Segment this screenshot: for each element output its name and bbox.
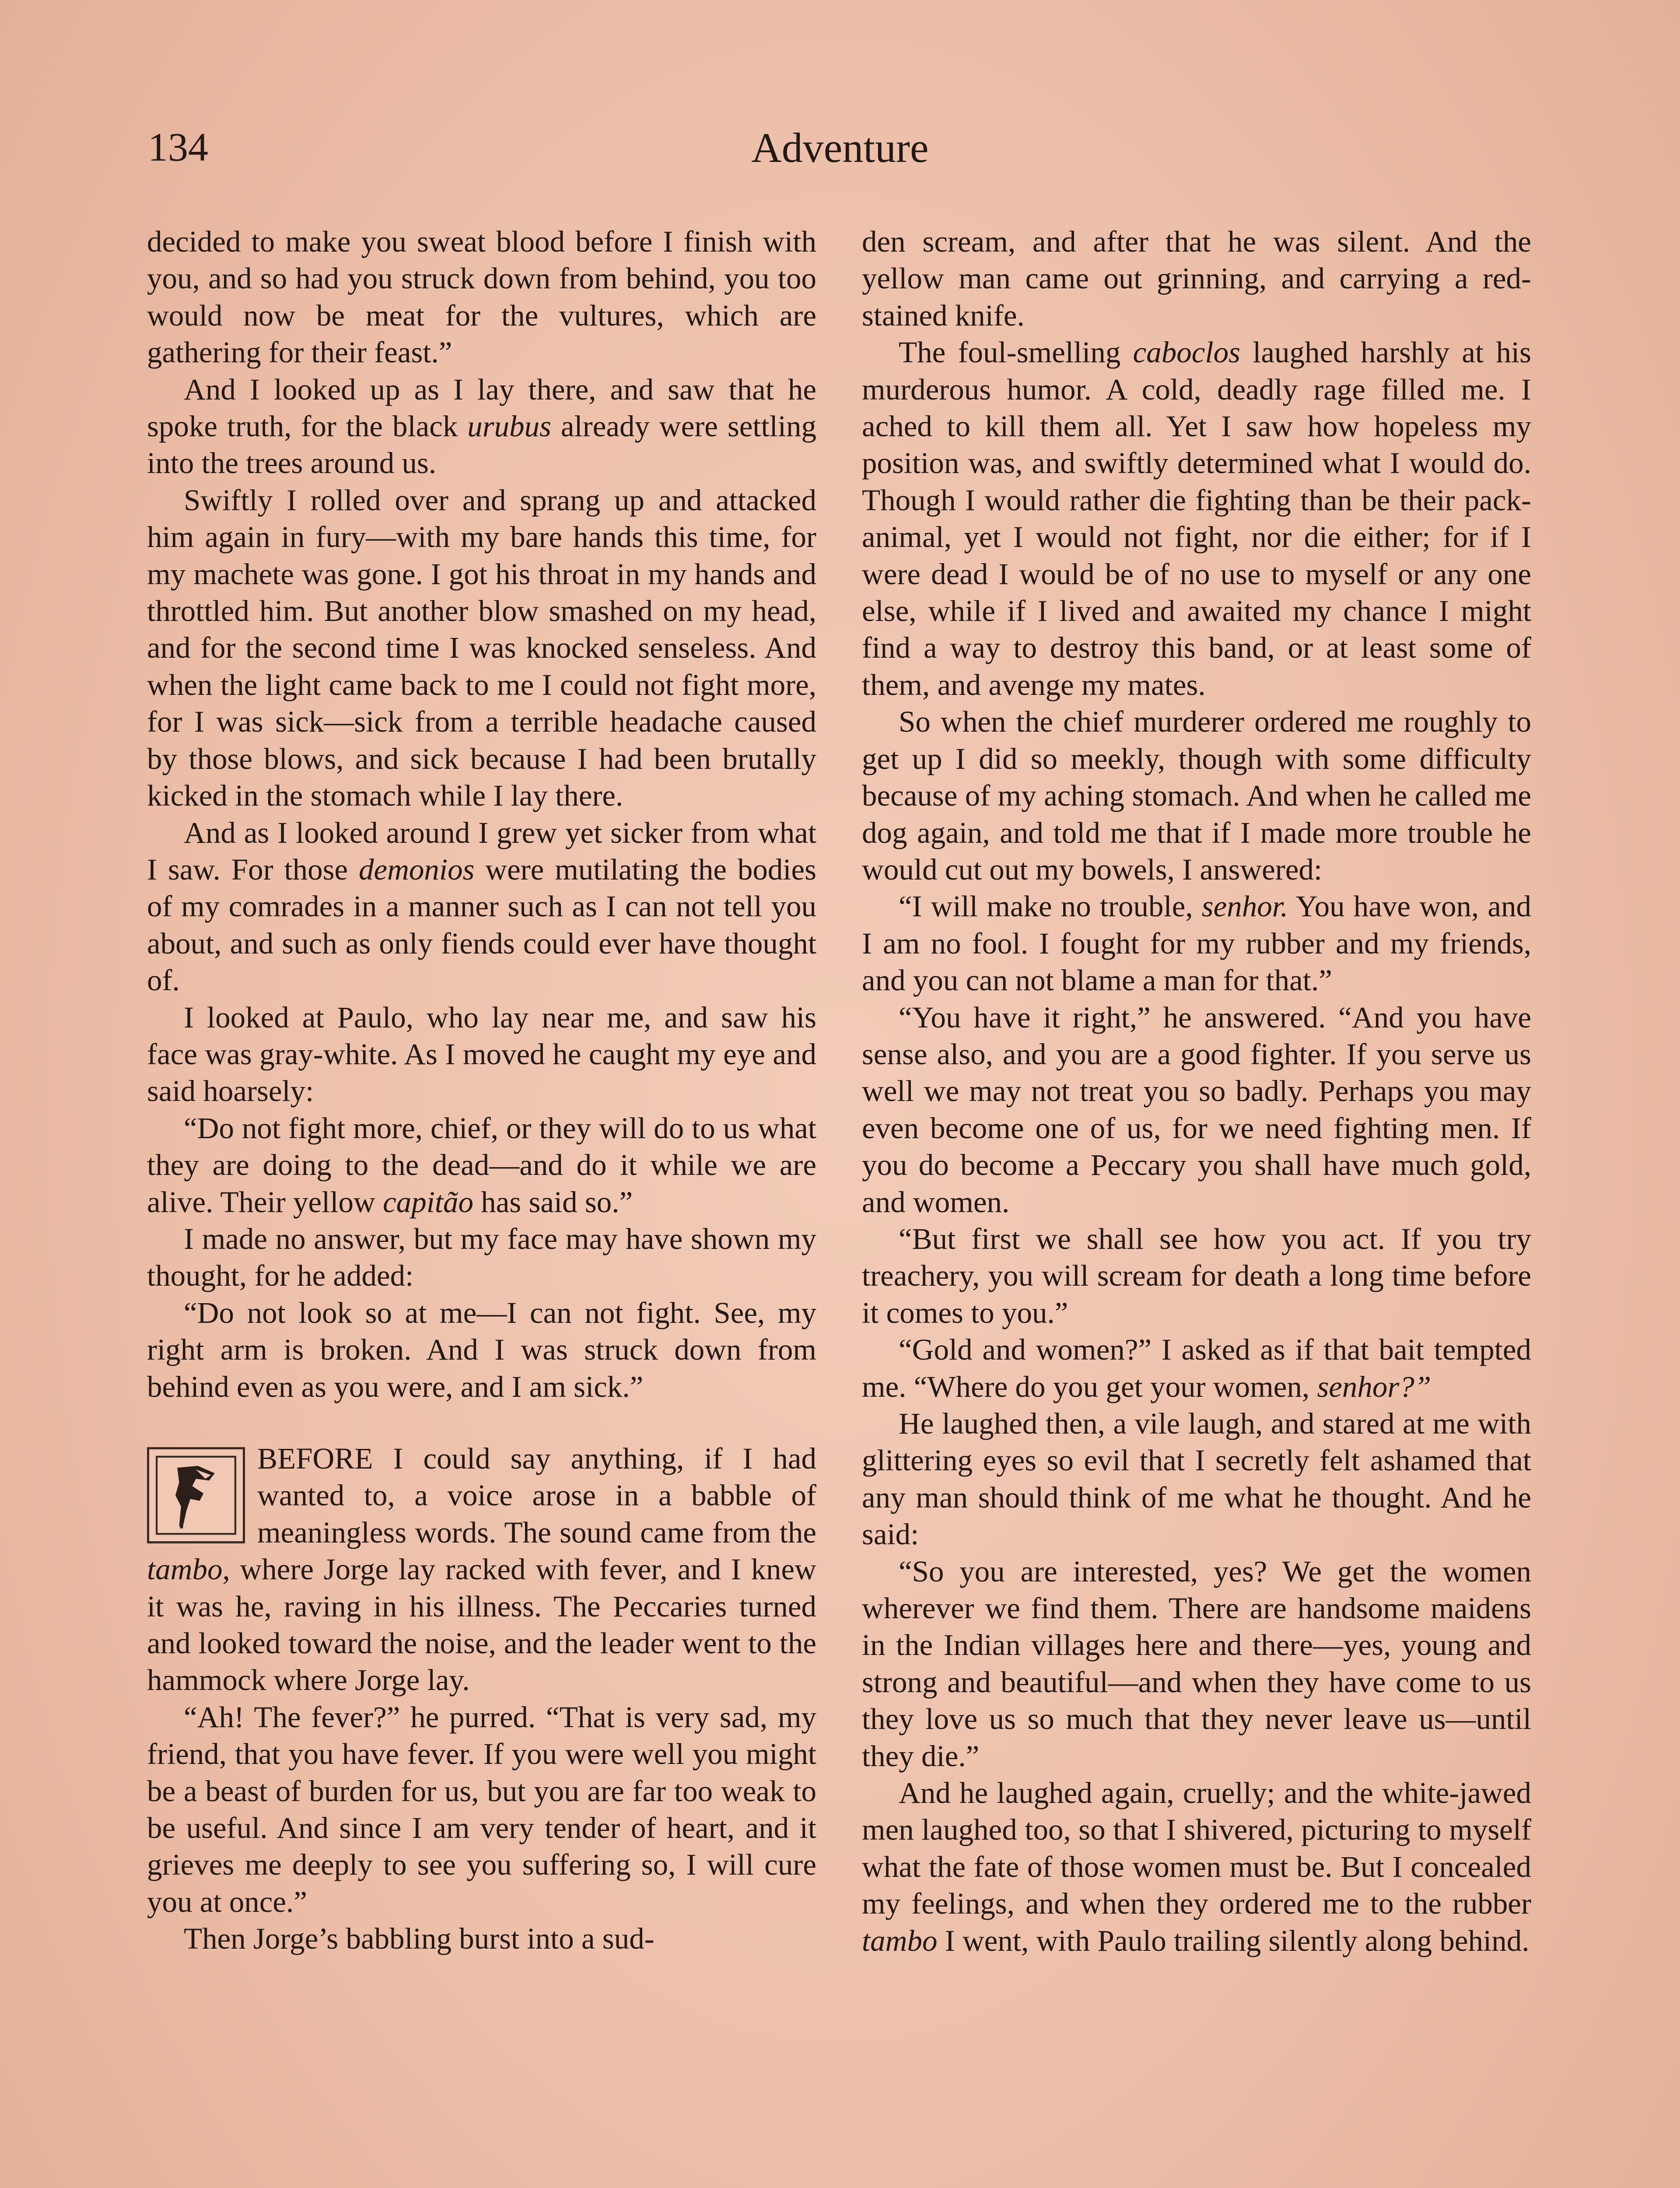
- section-opening-paragraph: BEFORE I could say anything, if I had wanted to, a voice arose in a babble of meaningless words. The sound came from the tambo, where Jorge lay racked with fever, and I knew it was he, raving in his illness. The Peccaries turned and looked toward the noise, and the leader went to the hammock where Jorge lay.: [147, 1442, 816, 1697]
- running-head: Adventure: [751, 124, 929, 171]
- page-number: 134: [148, 125, 208, 169]
- paragraph: And he laughed again, cruelly; and the white-jawed men laughed too, so that I shivered, picturing to myself what the fate of those women must be. But I concealed my feelings, and when they ordered me to the rubber tambo I went, with Paulo trailing silently along behind.: [862, 1776, 1531, 1957]
- paragraph: den scream, and after that he was silent. And the yellow man came out grinning, and carrying a red-stained knife.: [862, 225, 1531, 332]
- left-column: [147, 223, 816, 1957]
- paragraph: “Do not look so at me—I can not fight. See, my right arm is broken. And I was struck down from behind even as you were, and I am sick.”: [147, 1296, 816, 1403]
- paragraph: Then Jorge’s babbling burst into a sud-: [184, 1922, 654, 1956]
- paragraph: “But first we shall see how you act. If you try treachery, you will scream for death a long time before it comes to you.”: [862, 1222, 1531, 1329]
- paragraph: decided to make you sweat blood before I finish with you, and so had you struck down from behind, you too would now be meat for the vultures, which are gathering for their feast.”: [147, 225, 816, 369]
- paragraph: And I looked up as I lay there, and saw that he spoke truth, for the black urubus already were settling into the trees around us.: [147, 372, 816, 480]
- paragraph: I looked at Paulo, who lay near me, and saw his face was gray-white. As I moved he caught my eye and said hoarsely:: [147, 1000, 816, 1108]
- paragraph: Swiftly I rolled over and sprang up and attacked him again in fury—with my bare hands this time, for my machete was gone. I got his throat in my hands and throttled him. But another blow smashed on my head, and for the second time I was knocked senseless. And when the light came back to me I could not fight more, for I was sick—sick from a terrible headache caused by those blows, and sick because I had been brutally kicked in the stomach while I lay there.: [147, 483, 816, 813]
- paragraph: The foul-smelling caboclos laughed harshly at his murderous humor. A cold, deadly rage filled me. I ached to kill them all. Yet I saw how hopeless my position was, and swiftly determined what I would do. Though I would rather die fighting than be their pack-animal, yet I would not fight, nor die either; for if I were dead I would be of no use to myself or any one else, while if I lived and awaited my chance I might find a way to destroy this band, or at least some of them, and avenge my mates.: [862, 336, 1531, 701]
- paragraph: “You have it right,” he answered. “And you have sense also, and you are a good fighter. If you serve us well we may not treat you so badly. Perhaps you may even become one of us, for we need fighting men. If you do become a Peccary you shall have much gold, and women.: [862, 1000, 1531, 1219]
- ornament-drop-cap-icon: [147, 1447, 245, 1543]
- right-column: [862, 223, 1531, 1959]
- paragraph: He laughed then, a vile laugh, and stared at me with glittering eyes so evil that I secretly felt ashamed that any man should think of me what he thought. And he said:: [862, 1407, 1531, 1551]
- paragraph: “Ah! The fever?” he purred. “That is very sad, my friend, that you have fever. If you were well you might be a beast of burden for us, but you are far too weak to be useful. And since I am very tender of heart, and it grieves me deeply to see you suffering so, I will cure you at once.”: [147, 1700, 816, 1918]
- paragraph: I made no answer, but my face may have shown my thought, for he added:: [147, 1222, 816, 1293]
- paragraph: So when the chief murderer ordered me roughly to get up I did so meekly, though with some difficulty because of my aching stomach. And when he called me dog again, and told me that if I made more trouble he would cut out my bowels, I answered:: [862, 705, 1531, 886]
- paragraph: “Do not fight more, chief, or they will do to us what they are doing to the dead—and do it while we are alive. Their yellow capitão has said so.”: [147, 1111, 816, 1219]
- paragraph: “Gold and women?” I asked as if that bait tempted me. “Where do you get your women, senhor?”: [862, 1333, 1531, 1403]
- paragraph: And as I looked around I grew yet sicker from what I saw. For those demonios were mutilating the bodies of my comrades in a manner such as I can not tell you about, and such as only fiends could ever have thought of.: [147, 816, 816, 997]
- paragraph: “So you are interested, yes? We get the women wherever we find them. There are handsome maidens in the Indian villages here and there—yes, young and strong and beautiful—and when they have come to us they love us so much that they never leave us—until they die.”: [862, 1554, 1531, 1773]
- paragraph: “I will make no trouble, senhor. You have won, and I am no fool. I fought for my rubber and my friends, and you can not blame a man for that.”: [862, 890, 1531, 997]
